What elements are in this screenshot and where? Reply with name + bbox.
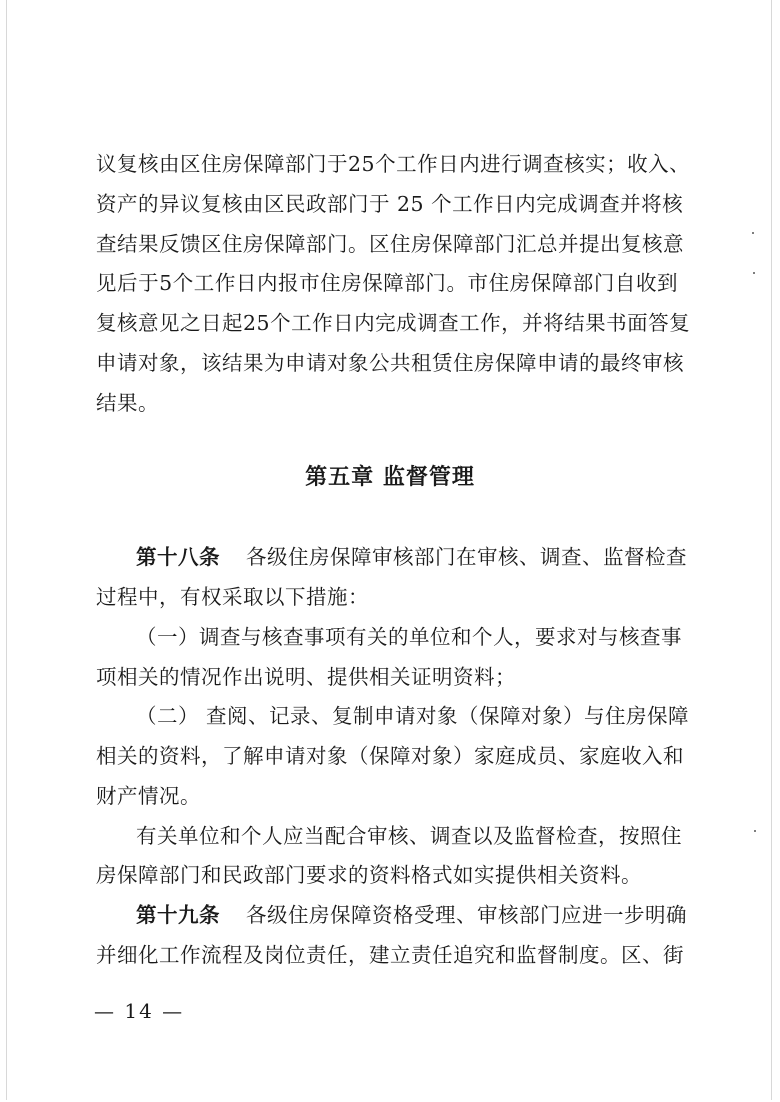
text-line: 并细化工作流程及岗位责任，建立责任追究和监督制度。区、街 <box>96 943 684 967</box>
article-18-first-line <box>136 543 687 571</box>
scan-speck <box>753 272 755 274</box>
text-line: 查结果反馈区住房保障部门。区住房保障部门汇总并提出复核意 <box>96 232 684 256</box>
page-number: — 14 — <box>94 999 185 1023</box>
article-19-first-line <box>136 901 687 929</box>
paragraph-line: 有关单位和个人应当配合审核、调查以及监督检查，按照住 <box>136 824 682 848</box>
text-line: 相关的资料，了解申请对象（保障对象）家庭成员、家庭收入和 <box>96 744 684 768</box>
text-line: 申请对象，该结果为申请对象公共租赁住房保障申请的最终审核 <box>96 351 684 375</box>
article-19-label: 第十九条 <box>136 903 220 927</box>
scan-speck <box>752 232 754 234</box>
text-line: 项相关的情况作出说明、提供相关证明资料； <box>96 665 516 689</box>
article-18-label: 第十八条 <box>136 545 220 569</box>
text-line: 见后于5个工作日内报市住房保障部门。市住房保障部门自收到 <box>96 271 678 295</box>
text-line: 房保障部门和民政部门要求的资料格式如实提供相关资料。 <box>96 863 642 887</box>
chapter-title: 第五章 监督管理 <box>305 465 475 490</box>
text-line: 结果。 <box>96 391 159 415</box>
text-line: 过程中，有权采取以下措施： <box>96 585 369 609</box>
article-19-text: 各级住房保障资格受理、审核部门应进一步明确 <box>246 903 687 927</box>
text-line: 议复核由区住房保障部门于25个工作日内进行调查核实；收入、 <box>96 152 691 176</box>
list-item-1: （一）调查与核查事项有关的单位和个人，要求对与核查事 <box>136 625 682 649</box>
text-line: 资产的异议复核由区民政部门于 25 个工作日内完成调查并将核 <box>96 192 684 216</box>
text-line: 财产情况。 <box>96 784 201 808</box>
text-line: 复核意见之日起25个工作日内完成调查工作，并将结果书面答复 <box>96 311 691 335</box>
article-18-text: 各级住房保障审核部门在审核、调查、监督检查 <box>246 545 687 569</box>
scan-speck <box>754 830 756 832</box>
list-item-2: （二） 查阅、记录、复制申请对象（保障对象）与住房保障 <box>136 704 690 728</box>
